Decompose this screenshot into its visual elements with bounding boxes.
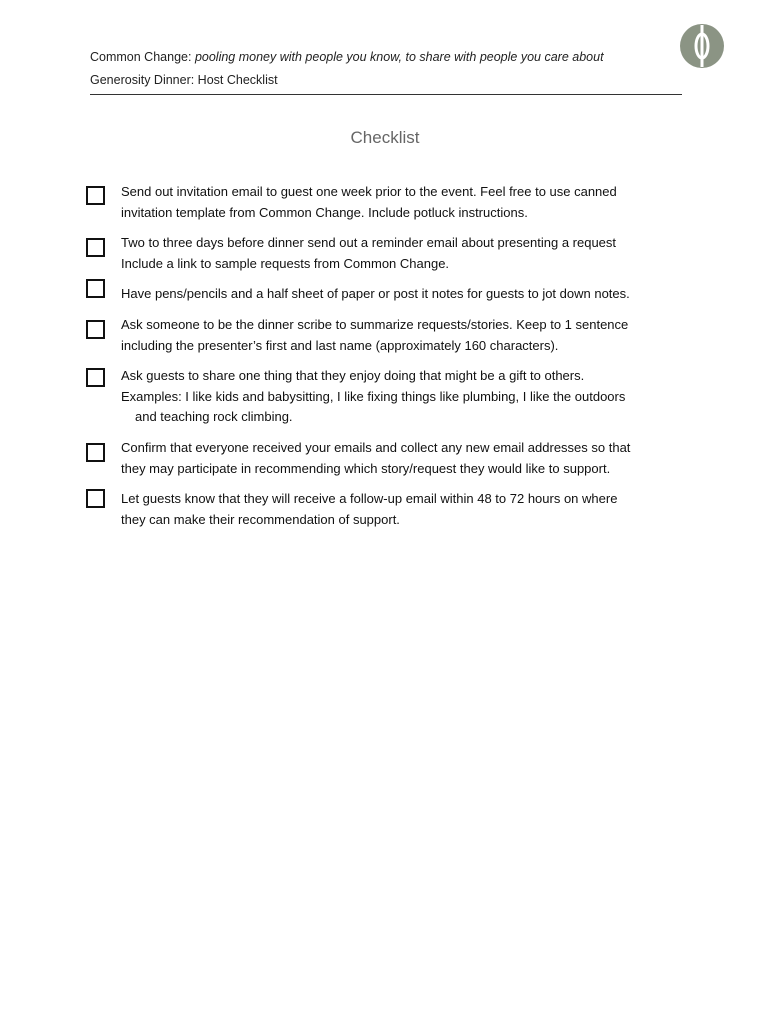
checkbox[interactable] (86, 320, 105, 339)
item-line: they may participate in recommending which story/request they would like to support. (121, 460, 611, 476)
common-change-logo-icon (679, 23, 725, 69)
document-subtitle: Generosity Dinner: Host Checklist (90, 73, 278, 87)
item-line: including the presenter’s first and last name (approximately 160 characters). (121, 337, 559, 353)
org-motto: pooling money with people you know, to share with people you care about (194, 50, 604, 64)
checkbox[interactable] (86, 368, 105, 387)
item-line: and teaching rock climbing. (135, 409, 293, 424)
item-line: Confirm that everyone received your emails and collect any new email addresses so that (121, 440, 631, 455)
item-line: Examples: I like kids and babysitting, I like fixing things like plumbing, I like the outdoors (121, 388, 626, 404)
item-line: Ask guests to share one thing that they enjoy doing that might be a gift to others. (121, 368, 585, 383)
page-title: Checklist (350, 128, 420, 147)
org-name: Common Change: (90, 50, 192, 64)
checkbox[interactable] (86, 279, 105, 298)
item-line: Include a link to sample requests from Common Change. (121, 255, 450, 271)
item-line: Have pens/pencils and a half sheet of paper or post it notes for guests to jot down notes. (121, 286, 630, 301)
checklist-item-text (121, 233, 681, 274)
checklist-item-text (121, 438, 681, 479)
checklist-item-text (121, 366, 681, 428)
item-line: Let guests know that they will receive a follow-up email within 48 to 72 hours on where (121, 491, 618, 506)
checkbox[interactable] (86, 443, 105, 462)
item-line: Send out invitation email to guest one week prior to the event. Feel free to use canned (121, 184, 617, 199)
item-line: Ask someone to be the dinner scribe to summarize requests/stories. Keep to 1 sentence (121, 317, 629, 332)
item-line: Two to three days before dinner send out a reminder email about presenting a request (121, 235, 617, 250)
checklist-item-text (121, 489, 681, 530)
item-line: they can make their recommendation of support. (121, 511, 400, 527)
checkbox[interactable] (86, 186, 105, 205)
header-tagline (90, 50, 604, 64)
checklist-item-text (121, 284, 681, 305)
checklist-item-text (121, 315, 681, 356)
checkbox[interactable] (86, 489, 105, 508)
item-line: invitation template from Common Change. Include potluck instructions. (121, 204, 528, 220)
page-header (90, 48, 682, 95)
checkbox[interactable] (86, 238, 105, 257)
checklist-item-text (121, 182, 681, 223)
